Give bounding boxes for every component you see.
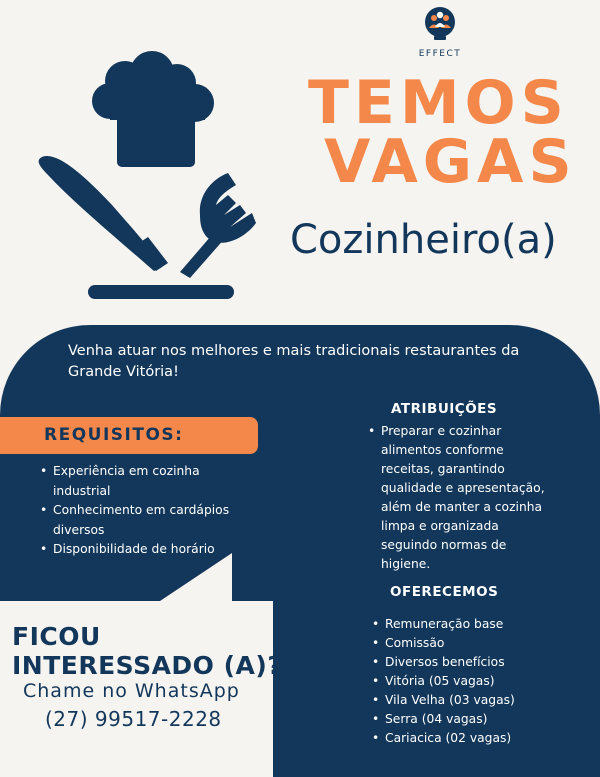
whatsapp-phone-number[interactable]: (27) 99517-2228 bbox=[45, 707, 222, 731]
logo-text: EFFECT bbox=[418, 49, 462, 59]
requirement-item: • Disponibilidade de horário bbox=[38, 540, 258, 560]
cta-title bbox=[12, 622, 282, 680]
requirement-item: • Conhecimento em cardápios diversos bbox=[38, 501, 258, 540]
cta-title-line1: FICOU bbox=[12, 622, 101, 651]
duties-list bbox=[366, 422, 556, 574]
knife-icon bbox=[39, 156, 168, 271]
kitchen-illustration bbox=[30, 45, 290, 315]
offers-title: OFERECEMOS bbox=[390, 584, 499, 600]
headline-line1: TEMOS bbox=[308, 68, 569, 138]
job-role-title: Cozinheiro(a) bbox=[290, 217, 557, 263]
offer-item: • Cariacica (02 vagas) bbox=[370, 729, 570, 748]
duties-title: ATRIBUIÇÕES bbox=[391, 401, 498, 417]
requirements-list bbox=[38, 462, 258, 560]
cta-title-line2: INTERESSADO (A)? bbox=[12, 651, 283, 680]
headline-line2: VAGAS bbox=[324, 127, 577, 197]
duty-item: • Preparar e cozinhar alimentos conforme receitas, garantindo qualidade e apresentação, além de manter a cozinha limpa e organizada seguindo normas de higiene. bbox=[366, 422, 556, 574]
requirement-item: • Experiência em cozinha industrial bbox=[38, 462, 258, 501]
offer-item: • Comissão bbox=[370, 634, 570, 653]
offer-item: • Vila Velha (03 vagas) bbox=[370, 691, 570, 710]
offer-item: • Remuneração base bbox=[370, 615, 570, 634]
offers-list bbox=[370, 615, 570, 748]
requirements-title: REQUISITOS: bbox=[44, 425, 184, 445]
plate-line-icon bbox=[88, 285, 234, 299]
offer-item: • Diversos benefícios bbox=[370, 653, 570, 672]
intro-text: Venha atuar nos melhores e mais tradicionais restaurantes da Grande Vitória! bbox=[68, 343, 520, 380]
offer-item: • Serra (04 vagas) bbox=[370, 710, 570, 729]
offer-item: • Vitória (05 vagas) bbox=[370, 672, 570, 691]
cta-subtitle: Chame no WhatsApp bbox=[23, 680, 240, 702]
fork-icon bbox=[180, 173, 256, 278]
chef-hat-icon bbox=[92, 51, 214, 167]
